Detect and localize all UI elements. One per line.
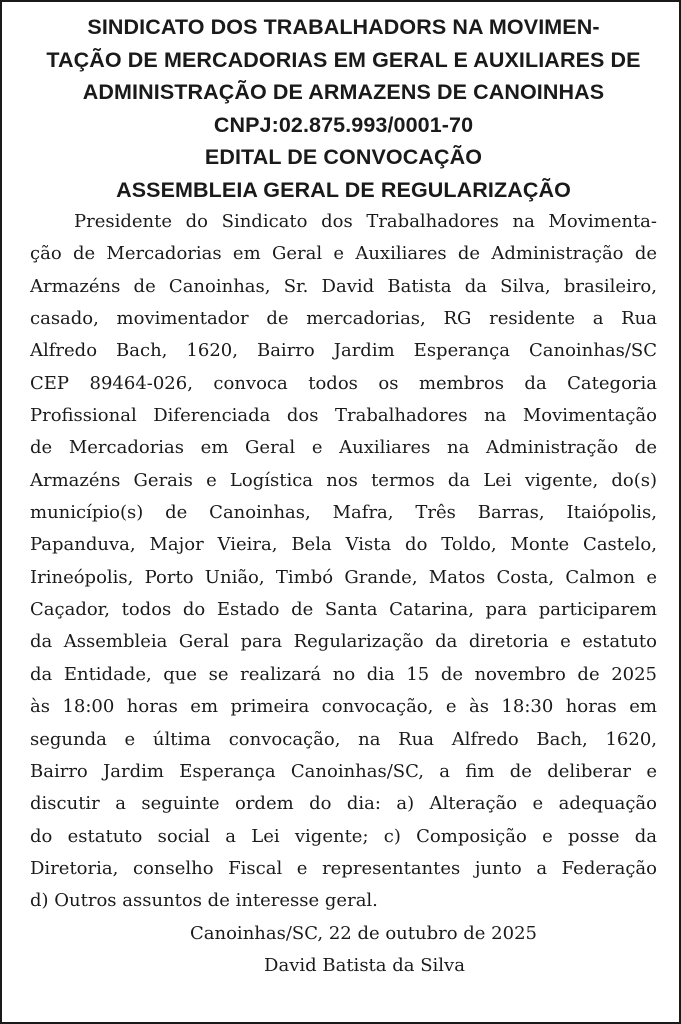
- body-line: Presidente do Sindicato dos Trabalhadores na Movimenta-: [74, 211, 657, 232]
- body-line: segunda e última convocação, na Rua Alfredo Bach, 1620,: [30, 728, 657, 750]
- cnpj-line: CNPJ:02.875.993/0001-70: [213, 112, 474, 137]
- edital-title: EDITAL DE CONVOCAÇÃO: [204, 145, 483, 169]
- body-line: ção de Mercadorias em Geral e Auxiliares de Administração de: [30, 243, 657, 265]
- signatory-name: David Batista da Silva: [264, 954, 465, 976]
- body-line: discutir a seguinte ordem do dia: a) Alteração e adequação: [30, 793, 657, 815]
- body-line: município(s) de Canoinhas, Mafra, Três Barras, Itaiópolis,: [30, 502, 657, 524]
- notice-header: [30, 11, 657, 206]
- body-line: às 18:00 horas em primeira convocação, e às 18:30 horas em: [30, 696, 657, 718]
- body-line: Armazéns de Canoinhas, Sr. David Batista da Silva, brasileiro,: [30, 275, 657, 297]
- union-name-line-1: SINDICATO DOS TRABALHADORS NA MOVIMEN-: [87, 15, 600, 39]
- body-line: Armazéns Gerais e Logística nos termos da Lei vigente, do(s): [30, 469, 657, 491]
- body-line: CEP 89464-026, convoca todos os membros da Categoria: [30, 372, 657, 394]
- union-name-line-3: ADMINISTRAÇÃO DE ARMAZENS DE CANOINHAS: [82, 80, 605, 104]
- notice-body: [30, 206, 657, 918]
- body-line: Papanduva, Major Vieira, Bela Vista do Toldo, Monte Castelo,: [30, 534, 657, 556]
- notice-footer: [30, 918, 657, 983]
- body-line: Caçador, todos do Estado de Santa Catarina, para participarem: [30, 599, 657, 621]
- body-line: Irineópolis, Porto União, Timbó Grande, Matos Costa, Calmon e: [30, 566, 657, 588]
- body-line: d) Outros assuntos de interesse geral.: [30, 890, 378, 912]
- body-line: da Entidade, que se realizará no dia 15 de novembro de 2025: [30, 663, 657, 685]
- body-line: Diretoria, conselho Fiscal e representantes junto a Federação: [30, 857, 657, 879]
- assembly-title: ASSEMBLEIA GERAL DE REGULARIZAÇÃO: [116, 177, 571, 202]
- body-line: Profissional Diferenciada dos Trabalhadores na Movimentação: [30, 405, 657, 427]
- union-name-line-2: TAÇÃO DE MERCADORIAS EM GERAL E AUXILIARES DE: [46, 47, 641, 72]
- place-and-date: Canoinhas/SC, 22 de outubro de 2025: [190, 922, 537, 944]
- body-line: da Assembleia Geral para Regularização da diretoria e estatuto: [30, 631, 657, 653]
- body-line: casado, movimentador de mercadorias, RG residente a Rua: [30, 308, 657, 330]
- body-line: de Mercadorias em Geral e Auxiliares na Administração de: [30, 437, 657, 459]
- body-line: do estatuto social a Lei vigente; c) Composição e posse da: [30, 825, 657, 847]
- body-line: Bairro Jardim Esperança Canoinhas/SC, a fim de deliberar e: [30, 760, 657, 782]
- body-line: Alfredo Bach, 1620, Bairro Jardim Esperança Canoinhas/SC: [30, 340, 657, 362]
